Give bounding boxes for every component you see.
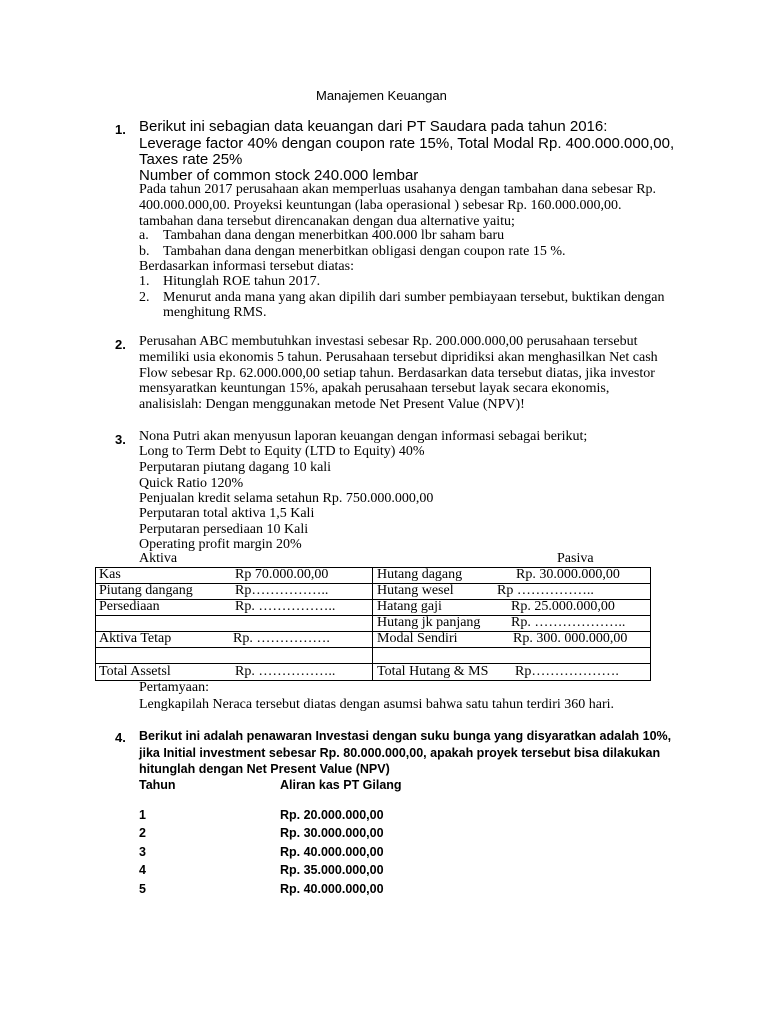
text-line: tambahan dana tersebut direncanakan dengan dua alternative yaitu; <box>139 214 515 229</box>
list-item-year: 2 <box>139 826 146 840</box>
question-number: 3. <box>115 432 126 447</box>
list-marker: 2. <box>139 290 150 305</box>
table-cell: Hutang wesel <box>377 583 454 598</box>
list-item: Menurut anda mana yang akan dipilih dari sumber pembiayaan tersebut, buktikan dengan <box>163 290 665 305</box>
table-cell: Rp. …………….. <box>235 664 336 679</box>
text-line: memiliki usia ekonomis 5 tahun. Perusahaan tersebut dipridiksi akan menghasilkan Net cash <box>139 350 658 365</box>
table-cell: Persediaan <box>99 599 160 614</box>
table-cell: Rp. 30.000.000,00 <box>516 567 620 582</box>
list-item-cash: Rp. 20.000.000,00 <box>280 808 384 822</box>
table-cell: Rp…………….. <box>235 583 329 598</box>
text-line: Perusahan ABC membutuhkan investasi sebesar Rp. 200.000.000,00 perusahaan tersebut <box>139 334 638 349</box>
table-cell: Piutang dangang <box>99 583 193 598</box>
text-line: Perputaran piutang dagang 10 kali <box>139 460 332 475</box>
text-line: Berikut ini adalah penawaran Investasi dengan suku bunga yang disyaratkan adalah 10%, <box>139 729 672 743</box>
pasiva-header: Pasiva <box>557 551 594 566</box>
page-title: Manajemen Keuangan <box>316 88 447 103</box>
question-number: 2. <box>115 337 126 352</box>
list-item: menghitung RMS. <box>163 305 267 320</box>
text-line: mensyaratkan keuntungan 15%, apakah perusahaan tersebut layak secara ekonomis, <box>139 381 610 396</box>
table-cell: Rp 70.000.00,00 <box>235 567 329 582</box>
list-item-cash: Rp. 40.000.000,00 <box>280 882 384 896</box>
list-marker: b. <box>139 244 150 259</box>
table-cell: Rp………………. <box>515 664 619 679</box>
text-line: Pada tahun 2017 perusahaan akan memperluas usahanya dengan tambahan dana sebesar Rp. <box>139 182 657 197</box>
list-item-year: 3 <box>139 845 146 859</box>
text-line: Perputaran total aktiva 1,5 Kali <box>139 506 315 521</box>
list-item-year: 5 <box>139 882 146 896</box>
table-cell: Total Hutang & MS <box>377 664 489 679</box>
text-line: Penjualan kredit selama setahun Rp. 750.000.000,00 <box>139 491 434 506</box>
question-text: Lengkapilah Neraca tersebut diatas dengan asumsi bahwa satu tahun terdiri 360 hari. <box>139 697 615 712</box>
table-cell: Rp. ……………. <box>233 631 330 646</box>
table-cell: Rp. 300. 000.000,00 <box>513 631 628 646</box>
aktiva-header: Aktiva <box>139 551 178 566</box>
list-item: Tambahan dana dengan menerbitkan obligasi dengan coupon rate 15 %. <box>163 244 566 259</box>
table-cell: Hatang gaji <box>377 599 442 614</box>
text-line: Operating profit margin 20% <box>139 537 302 552</box>
list-item-cash: Rp. 35.000.000,00 <box>280 863 384 877</box>
table-cell: Aktiva Tetap <box>99 631 172 646</box>
text-line: Number of common stock 240.000 lembar <box>139 167 419 184</box>
question-number: 1. <box>115 122 126 137</box>
column-header-year: Tahun <box>139 778 176 792</box>
table-cell: Kas <box>99 567 121 582</box>
question-label: Pertamyaan: <box>139 680 209 695</box>
list-item-cash: Rp. 40.000.000,00 <box>280 845 384 859</box>
list-marker: a. <box>139 228 149 243</box>
text-line: 400.000.000,00. Proyeksi keuntungan (laba operasional ) sebesar Rp. 160.000.000,00. <box>139 198 622 213</box>
text-line: Nona Putri akan menyusun laporan keuangan dengan informasi sebagai berikut; <box>139 429 588 444</box>
question-number: 4. <box>115 730 126 745</box>
text-line: hitunglah dengan Net Present Value (NPV) <box>139 762 390 776</box>
table-cell: Rp. …………….. <box>235 599 336 614</box>
list-item-year: 4 <box>139 863 146 877</box>
table-cell: Hutang dagang <box>377 567 463 582</box>
list-item: Tambahan dana dengan menerbitkan 400.000 lbr saham baru <box>163 228 505 243</box>
text-line: Taxes rate 25% <box>139 151 243 168</box>
list-item-cash: Rp. 30.000.000,00 <box>280 826 384 840</box>
table-cell: Total Assetsl <box>99 664 171 679</box>
list-marker: 1. <box>139 274 150 289</box>
text-line: analisislah: Dengan menggunakan metode Net Present Value (NPV)! <box>139 397 525 412</box>
table-cell: Hutang jk panjang <box>377 615 481 630</box>
text-line: Quick Ratio 120% <box>139 476 244 491</box>
table-cell: Rp …………….. <box>497 583 594 598</box>
table-cell: Rp. ……………….. <box>511 615 626 630</box>
text-line: Flow sebesar Rp. 62.000.000,00 setiap tahun. Berdasarkan data tersebut diatas, jika investor <box>139 366 655 381</box>
text-line: Perputaran persediaan 10 Kali <box>139 522 309 537</box>
text-line: Long to Term Debt to Equity (LTD to Equity) 40% <box>139 444 425 459</box>
table-cell: Modal Sendiri <box>377 631 458 646</box>
text-line: jika Initial investment sebesar Rp. 80.000.000,00, apakah proyek tersebut bisa dilakukan <box>139 746 661 760</box>
column-header-cash: Aliran kas PT Gilang <box>280 778 402 792</box>
list-item-year: 1 <box>139 808 146 822</box>
text-line: Berdasarkan informasi tersebut diatas: <box>139 259 354 274</box>
text-line: Leverage factor 40% dengan coupon rate 15%, Total Modal Rp. 400.000.000,00, <box>139 135 675 152</box>
list-item: Hitunglah ROE tahun 2017. <box>163 274 321 289</box>
text-line: Berikut ini sebagian data keuangan dari PT Saudara pada tahun 2016: <box>139 118 608 135</box>
table-cell: Rp. 25.000.000,00 <box>511 599 615 614</box>
